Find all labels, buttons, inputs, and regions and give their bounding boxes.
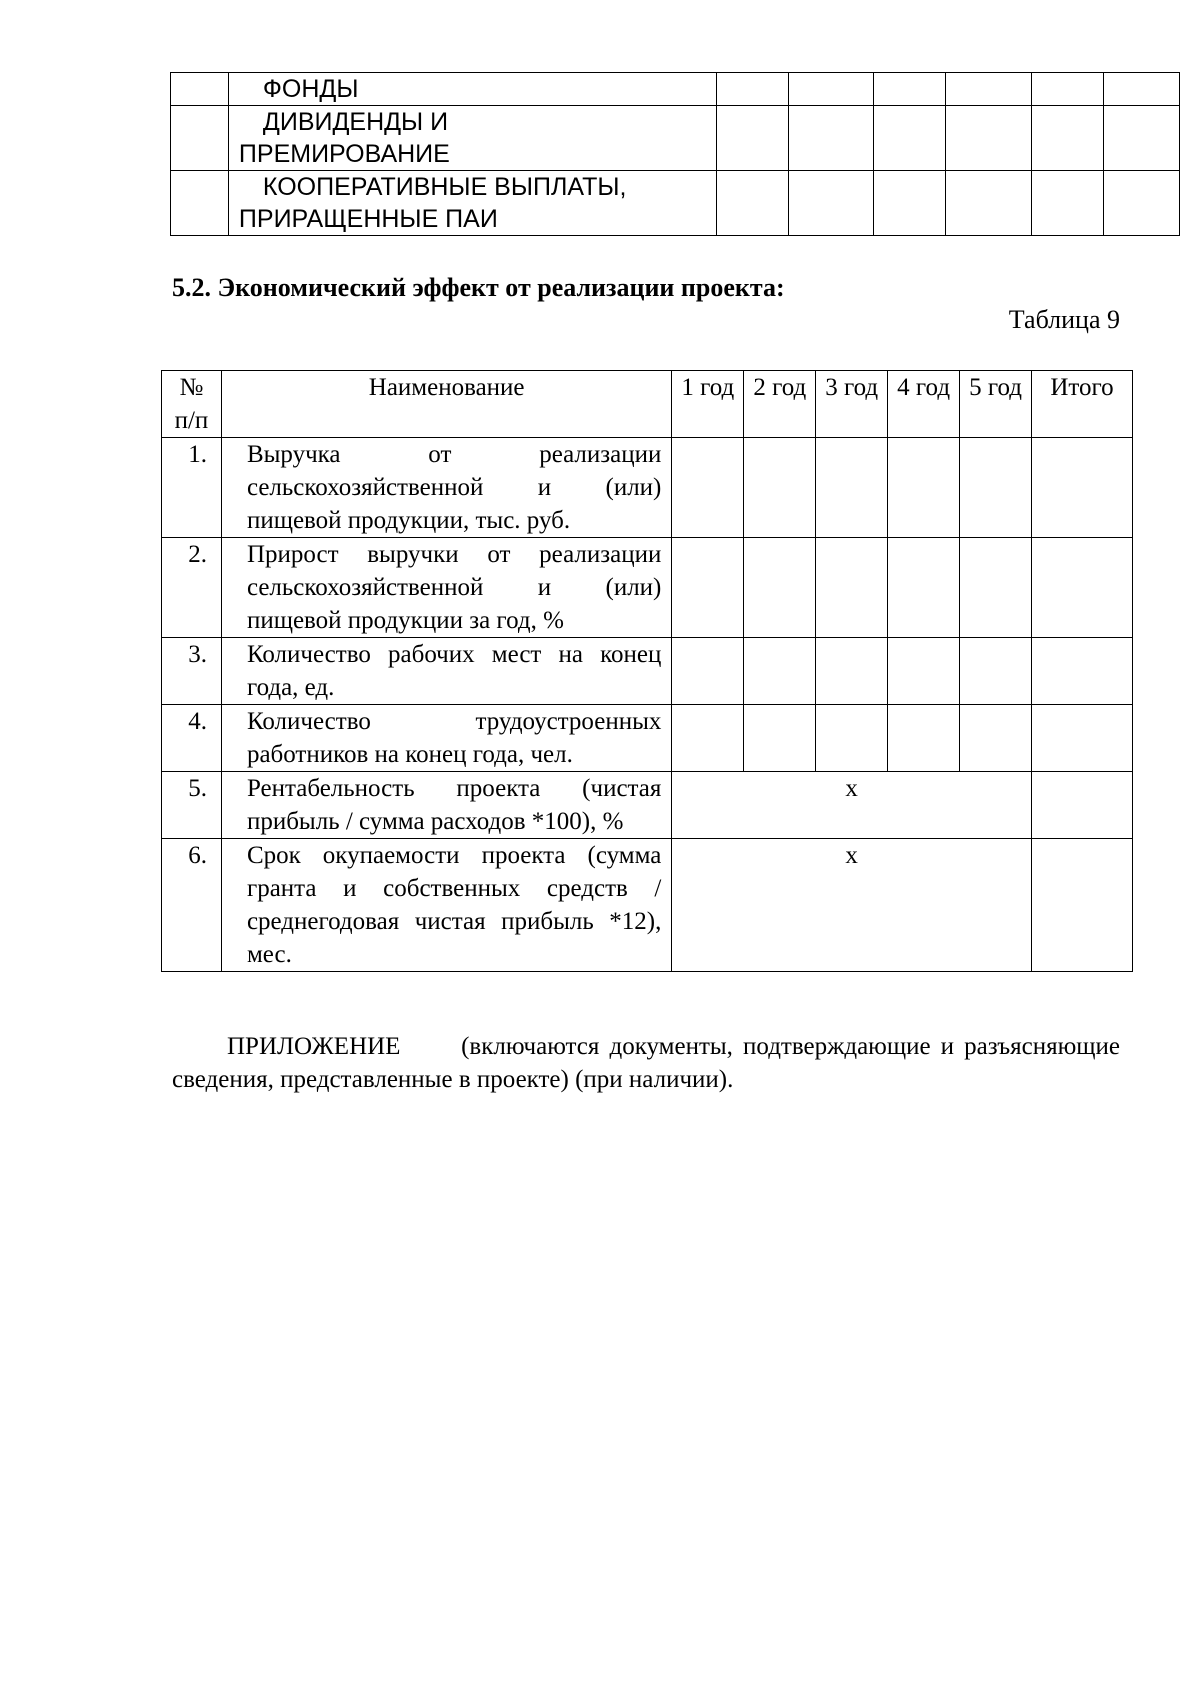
table-row [171, 171, 1180, 236]
top-table [170, 72, 1180, 236]
row-name: Количество рабочих мест на конец года, ед. [221, 638, 671, 705]
appendix-lead: ПРИЛОЖЕНИЕ [227, 1033, 401, 1060]
table-cell: ФОНДЫ [228, 73, 716, 106]
table-row [162, 705, 1133, 772]
table-caption: Таблица 9 [1008, 305, 1120, 334]
table-row [162, 772, 1133, 839]
merged-cell: х [672, 772, 1032, 839]
header-num: № п/п [162, 371, 222, 438]
row-name: Рентабельность проекта (чистая прибыль / сумма расходов *100), % [221, 772, 671, 839]
header-year: 5 год [960, 371, 1032, 438]
header-year: 4 год [888, 371, 960, 438]
row-name: Количество трудоустроенных работников на конец года, чел. [221, 705, 671, 772]
merged-cell: х [672, 839, 1032, 972]
table-row [162, 438, 1133, 538]
table-row [162, 839, 1133, 972]
row-num: 4. [162, 705, 222, 772]
row-num: 6. [162, 839, 222, 972]
row-num: 5. [162, 772, 222, 839]
table-row [162, 538, 1133, 638]
row-num: 3. [162, 638, 222, 705]
row-num: 2. [162, 538, 222, 638]
economic-effect-table [161, 370, 1133, 972]
row-name: Выручка от реализации сельскохозяйственной и (или) пищевой продукции, тыс. руб. [221, 438, 671, 538]
header-year: 3 год [816, 371, 888, 438]
table-cell: КООПЕРАТИВНЫЕ ВЫПЛАТЫ, ПРИРАЩЕННЫЕ ПАИ [228, 171, 716, 236]
table-cell: ДИВИДЕНДЫ И ПРЕМИРОВАНИЕ [228, 106, 716, 171]
appendix-note [172, 1030, 1120, 1096]
row-name: Прирост выручки от реализации сельскохозяйственной и (или) пищевой продукции за год, % [221, 538, 671, 638]
header-total: Итого [1031, 371, 1132, 438]
appendix-text: (включаются документы, подтверждающие и разъясняющие сведения, представленные в проекте) (при наличии). [172, 1033, 1121, 1093]
table-row [162, 638, 1133, 705]
header-name: Наименование [221, 371, 671, 438]
header-year: 2 год [744, 371, 816, 438]
section-heading: 5.2. Экономический эффект от реализации проекта: [172, 273, 785, 302]
header-row [162, 371, 1133, 438]
table-row [171, 73, 1180, 106]
row-name: Срок окупаемости проекта (сумма гранта и собственных средств / среднегодовая чистая прибыль *12), мес. [221, 839, 671, 972]
header-year: 1 год [672, 371, 744, 438]
table-row [171, 106, 1180, 171]
row-num: 1. [162, 438, 222, 538]
